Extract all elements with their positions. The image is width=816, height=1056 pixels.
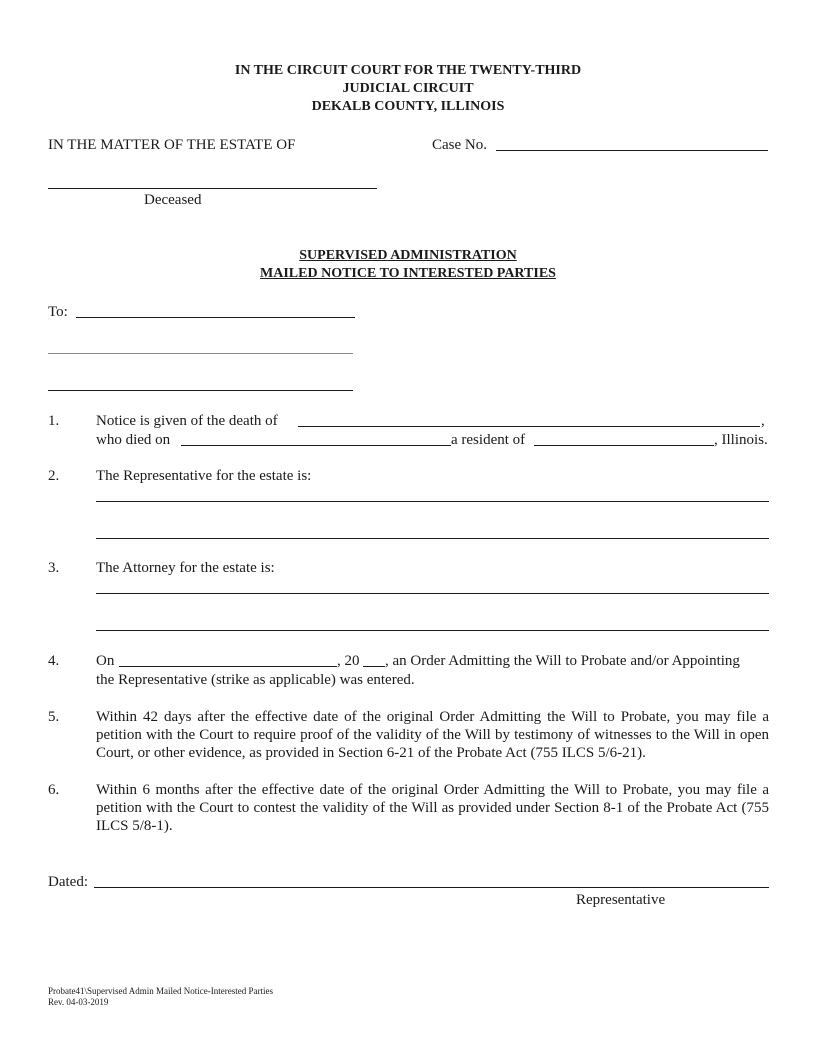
order-on-label: On	[96, 653, 115, 669]
representative-line-1[interactable]	[96, 501, 769, 502]
item-number-1: 1.	[48, 413, 60, 429]
resident-of-label: a resident of	[451, 432, 526, 448]
recipient-line-3[interactable]	[48, 390, 353, 391]
attorney-label: The Attorney for the estate is:	[96, 560, 275, 576]
court-header-line-2: JUDICIAL CIRCUIT	[342, 81, 474, 96]
footer-form-path: Probate41\Supervised Admin Mailed Notice-Interested Parties	[48, 986, 273, 996]
form-title-line-1: SUPERVISED ADMINISTRATION	[299, 248, 517, 263]
residence-field[interactable]	[534, 445, 714, 446]
item-number-2: 2.	[48, 468, 60, 484]
order-text: , an Order Admitting the Will to Probate and/or Appointing	[385, 653, 740, 669]
illinois-label: , Illinois.	[714, 432, 768, 448]
decedent-name-field[interactable]	[48, 188, 377, 189]
case-no-field[interactable]	[496, 150, 768, 151]
item-number-6: 6.	[48, 782, 60, 798]
court-header-line-1: IN THE CIRCUIT COURT FOR THE TWENTY-THIRD	[234, 63, 582, 78]
court-header-line-3: DEKALB COUNTY, ILLINOIS	[311, 99, 505, 114]
date-of-death-field[interactable]	[181, 445, 451, 446]
order-text-continued: the Representative (strike as applicable) was entered.	[96, 672, 415, 688]
order-year-prefix: , 20	[337, 653, 360, 669]
item-number-3: 3.	[48, 560, 60, 576]
decedent-field[interactable]	[298, 426, 760, 427]
attorney-line-1[interactable]	[96, 593, 769, 594]
representative-label: The Representative for the estate is:	[96, 468, 312, 484]
item-number-4: 4.	[48, 653, 60, 669]
attorney-line-2[interactable]	[96, 630, 769, 631]
representative-signature-label: Representative	[576, 892, 666, 908]
contest-will-paragraph: Within 6 months after the effective date of the original Order Admitting the Will to Probate, you may file a petition with the Court to contest the validity of the Will as provided under Section 8-1 of the Probate Act (755 ILCS 5/8-1).	[96, 782, 769, 834]
proof-of-will-paragraph: Within 42 days after the effective date of the original Order Admitting the Will to Probate, you may file a petition with the Court to require proof of the validity of the Will by testimony of witnesses to the Will in open Court, or other evidence, as provided in Section 6-21 of the Probate Act (755 ILCS 5/6-21).	[96, 709, 769, 761]
estate-matter-label: IN THE MATTER OF THE ESTATE OF	[48, 137, 296, 153]
deceased-label: Deceased	[144, 192, 202, 208]
case-no-label: Case No.	[432, 137, 487, 153]
to-label: To:	[48, 304, 68, 320]
form-title-line-2: MAILED NOTICE TO INTERESTED PARTIES	[260, 266, 556, 281]
death-notice-comma: ,	[761, 413, 765, 429]
dated-label: Dated:	[48, 874, 88, 890]
order-date-field[interactable]	[119, 666, 337, 667]
representative-line-2[interactable]	[96, 538, 769, 539]
recipient-line-2[interactable]	[48, 353, 353, 354]
dated-signature-field[interactable]	[94, 887, 769, 888]
recipient-line-1[interactable]	[76, 317, 355, 318]
order-year-field[interactable]	[363, 666, 385, 667]
death-notice-label: Notice is given of the death of	[96, 413, 278, 429]
footer-revision: Rev. 04-03-2019	[48, 997, 109, 1007]
died-on-label: who died on	[96, 432, 171, 448]
item-number-5: 5.	[48, 709, 60, 725]
